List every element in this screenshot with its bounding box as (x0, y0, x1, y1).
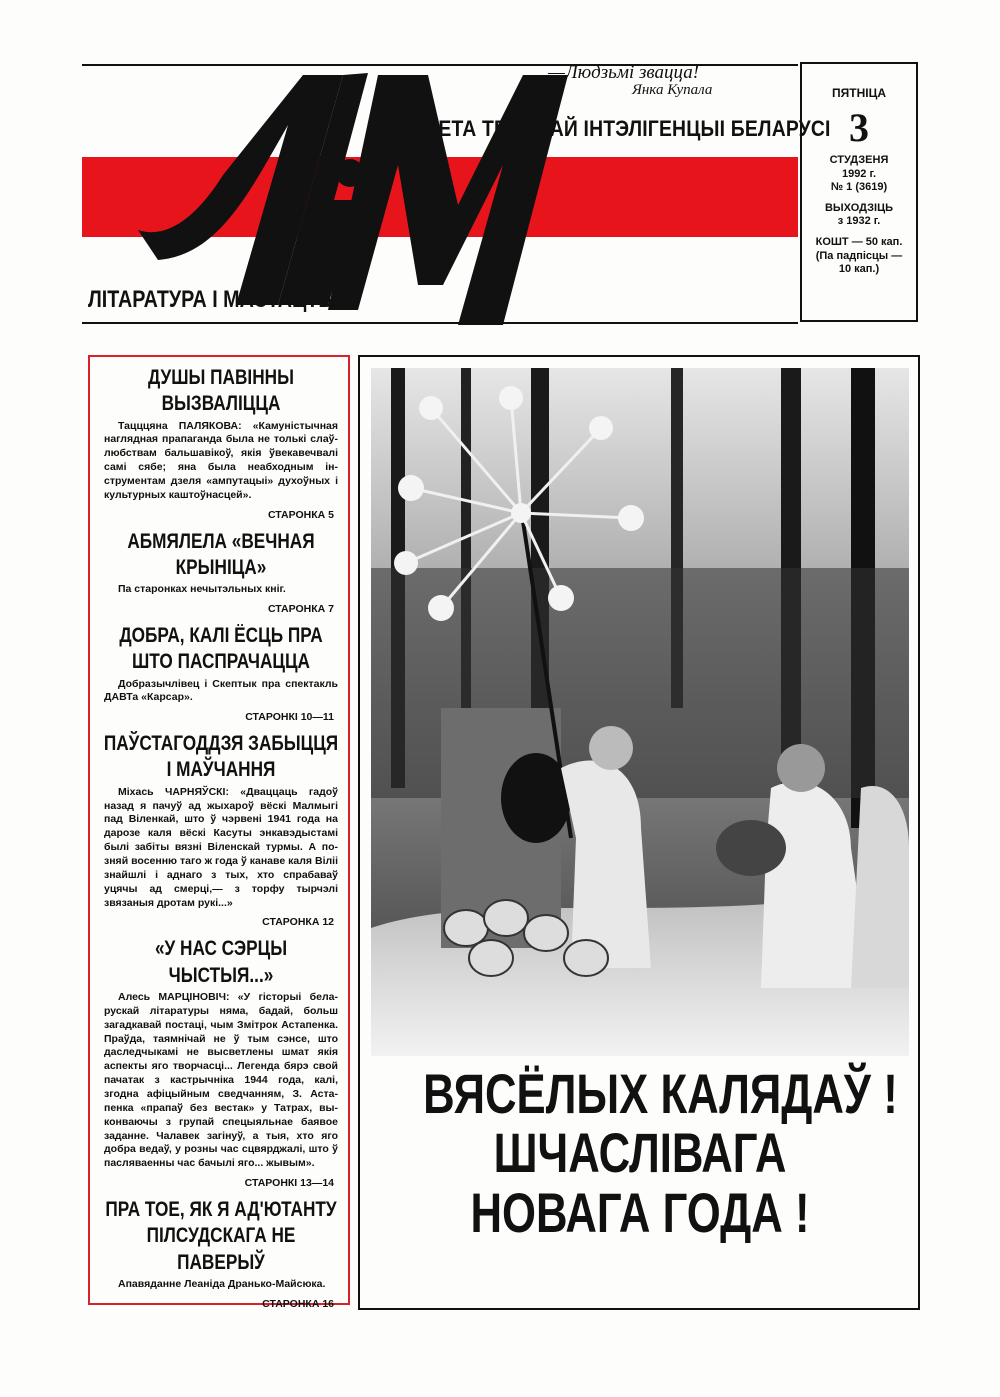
contents-item[interactable] (104, 936, 338, 1189)
issue-month: СТУДЗЕНЯ (829, 154, 889, 167)
contents-item[interactable] (104, 731, 338, 928)
greeting-line-1: ВЯСЁЛЫХ КАЛЯДАЎ ! (423, 1062, 898, 1125)
item-page-ref: СТАРОНКІ 10—11 (245, 711, 334, 724)
item-page-ref: СТАРОНКА 16 (262, 1297, 334, 1310)
logo-text: ЛіМ (128, 55, 130, 56)
issue-since-2: з 1932 г. (837, 215, 881, 228)
subtitle: ЛІТАРАТУРА І МАСТАЦТВА (88, 286, 346, 313)
issue-weekday: ПЯТНІЦА (831, 86, 886, 100)
issue-date-box (800, 62, 918, 322)
item-page-ref: СТАРОНКА 7 (267, 603, 334, 616)
contents-item[interactable] (104, 623, 338, 723)
item-page-ref: СТАРОНКІ 13—14 (244, 1177, 334, 1190)
item-title: АБМЯЛЕЛА «ВЕЧНАЯ КРЫНІЦА» (127, 529, 315, 579)
contents-item[interactable] (104, 1197, 338, 1310)
item-page-ref: СТАРОНКА 5 (267, 508, 334, 521)
item-text: Міхась ЧАРНЯЎСКІ: «Дваццаць гадоў назад я пачуў ад жыхароў вёскі Малмыгі пад Віленкай, што ў чэрвені 1941 года на дарозе каля вёскі Касуты энкавэдыстамі былі забіты вязні Віленскай турмы. А позняй восенню таго ж года ў канаве каля Віліі знайшлі і аднаго з тых, хто спрабаваў уцячы ад смерці,— з торфу тырчэлі звязаныя дротам рукі...» (104, 785, 338, 909)
greeting-line-2: ШЧАСЛІВАГА (493, 1121, 787, 1185)
issue-number: № 1 (3619) (830, 180, 888, 193)
item-title: «У НАС СЭРЦЫ ЧЫСТЫЯ...» (154, 937, 288, 987)
item-title: ПАЎСТАГОДДЗЯ ЗАБЫЦЦЯ І МАЎЧАННЯ (103, 732, 339, 782)
issue-price-3: 10 кап.) (838, 262, 880, 275)
item-text: Апавяданне Леаніда Дранько-Майсюка. (118, 1277, 326, 1290)
item-text: Па старонках нечытэльных кніг. (118, 583, 286, 596)
item-text: Добразычлівец і Скептык пра спектакль ДАВТа «Карсар». (104, 677, 338, 704)
tagline: ГАЗЕТА ТВОРЧАЙ ІНТЭЛІГЕНЦЫІ БЕЛАРУСІ (402, 116, 831, 141)
item-title: ДОБРА, КАЛІ ЁСЦЬ ПРА ШТО ПАСПРАЧАЦЦА (119, 624, 323, 674)
item-text: Алесь МАРЦІНОВІЧ: «У гісторыі беларускай літаратуры няма, бадай, больш загадкавай постаці, чым Змітрок Астапенка. Праўда, таямнічай не ў тым сэнсе, што даследчыкамі не высветлены шмат якія аспекты яго творчасці... Легенда бярэ свой пачатак з кастрычніка 1944 года, калі, згодна афіцыйным сведчанням, З. Астапенка «прапаў без вестак» у Татрах, выконваючы з групай спецыяльнае баявое заданне. Чалавек загінуў, а тыя, хто яго добра ведаў, у розны час сцвярджалі, што ў пасляваенны час бачылі яго... жывым». (104, 990, 338, 1170)
issue-year: 1992 г. (841, 167, 877, 180)
item-text: Тацццяна ПАЛЯКОВА: «Камуністычная наглядная прапаганда была не толькі слаўлюбствам бальшавікоў, якія ўвекавечвалі самі сябе; яна была неабходным інструментам дзеля «ампутацыі» духоўных і культурных каштоўнасцей». (104, 419, 338, 501)
issue-since-1: ВЫХОДЗІЦЬ (824, 201, 894, 214)
motto: —Людзьмі звацца! (548, 62, 700, 83)
photo-illustration (371, 368, 909, 1056)
greeting-headline (362, 1064, 918, 1242)
contents-box (88, 355, 350, 1310)
contents-item[interactable] (104, 365, 338, 521)
motto-signature: Янка Купала (632, 82, 713, 98)
contents-item[interactable] (104, 529, 338, 615)
issue-price-1: КОШТ — 50 кап. (815, 236, 903, 249)
issue-day: 3 (849, 105, 869, 151)
greeting-line-3: НОВАГА ГОДА ! (470, 1180, 810, 1244)
carolers-photo (371, 368, 909, 1056)
item-page-ref: СТАРОНКА 12 (262, 916, 334, 929)
item-title: ПРА ТОЕ, ЯК Я АД'ЮТАНТУ ПІЛСУДСКАГА НЕ ПАВЕРЫЎ (105, 1198, 337, 1274)
issue-price-2: (Па падпісцы — (815, 249, 903, 262)
item-title: ДУШЫ ПАВІННЫ ВЫЗВАЛІЦЦА (148, 366, 294, 416)
